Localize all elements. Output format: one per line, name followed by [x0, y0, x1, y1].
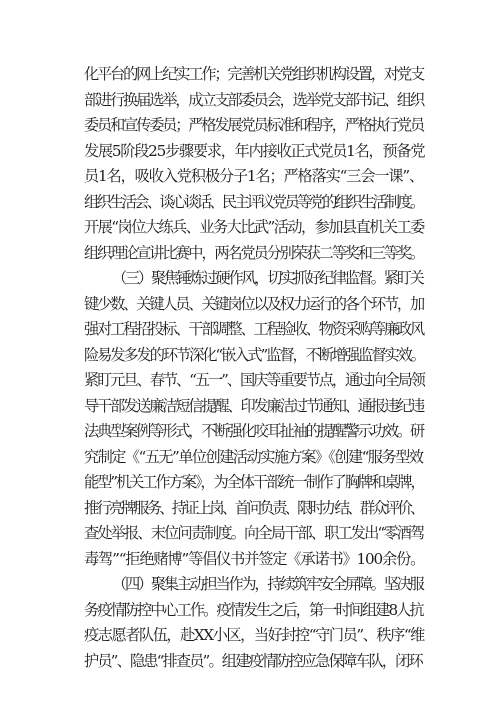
text-line: 部进行换届选举，成立支部委员会，选举党支部书记、组织 — [84, 90, 423, 109]
paragraph-start-line: （四）聚集主动担当作为，持续筑牢安全屏障。坚决服 — [112, 575, 423, 593]
text-line: 能型”机关工作方案》，为全体干部统一制作了胸牌和桌牌， — [84, 473, 424, 491]
text-line: 导干部发送廉洁短信提醒、印发廉洁过节通知、通报违纪违 — [84, 396, 423, 415]
text-line: 发展5阶段25步骤要求，年内接收正式党员1名，预备党 — [84, 141, 425, 160]
text-line: 紧盯元旦、春节、“五一”、国庆等重要节点，通过向全局领 — [84, 371, 424, 389]
paragraph-start-line: （三）聚焦锤炼过硬作风，切实抓好纪律监督。紧盯关 — [112, 269, 423, 287]
text-line: 员1名，吸收入党积极分子1名；严格落实“三会一课”、 — [84, 167, 424, 185]
body-text — [84, 62, 424, 674]
text-line: 开展“岗位大练兵、业务大比武”活动，参加县直机关工委 — [84, 218, 424, 236]
text-line: 务疫情防控中心工作。疫情发生之后，第一时间组建8人抗 — [84, 600, 423, 619]
text-line: 护员”、隐患“排查员”。组建疫情防控应急保障车队，闭环 — [84, 651, 422, 670]
text-line: 组织生活会、谈心谈话、民主评议党员等党的组织生活制度。 — [84, 192, 423, 211]
text-line: 键少数、关键人员、关键岗位以及权力运行的各个环节，加 — [84, 294, 423, 313]
text-line: 强对工程招投标、干部调整、工程验收、物资采购等廉政风 — [84, 320, 423, 338]
text-line: 推行亮牌服务、持证上岗、首问负责、限时办结、群众评价、 — [84, 498, 423, 517]
text-line: 化平台的网上纪实工作；完善机关党组织机构设置，对党支 — [84, 65, 423, 83]
text-line: 究制定《“五无”单位创建活动实施方案》《创建“服务型效 — [84, 447, 423, 466]
text-line: 法典型案例等形式，不断强化咬耳扯袖的提醒警示功效。研 — [84, 422, 423, 440]
text-line: 委员和宣传委员；严格发展党员标准和程序，严格执行党员 — [84, 116, 423, 134]
text-line: 毒驾”“拒绝赌博”等倡仪书并签定《承诺书》100余份。 — [84, 549, 425, 568]
text-line: 组织理论宣讲比赛中，两名党员分别荣获二等奖和三等奖。 — [84, 243, 423, 262]
text-line: 查处举报、末位问责制度。向全局干部、职工发出“零酒驾 — [84, 524, 424, 542]
text-line: 险易发多发的环节深化“嵌入式”监督，不断增强监督实效。 — [84, 345, 424, 364]
text-line: 疫志愿者队伍，赴XX小区，当好封控“守门员”、秩序“维 — [84, 626, 424, 644]
